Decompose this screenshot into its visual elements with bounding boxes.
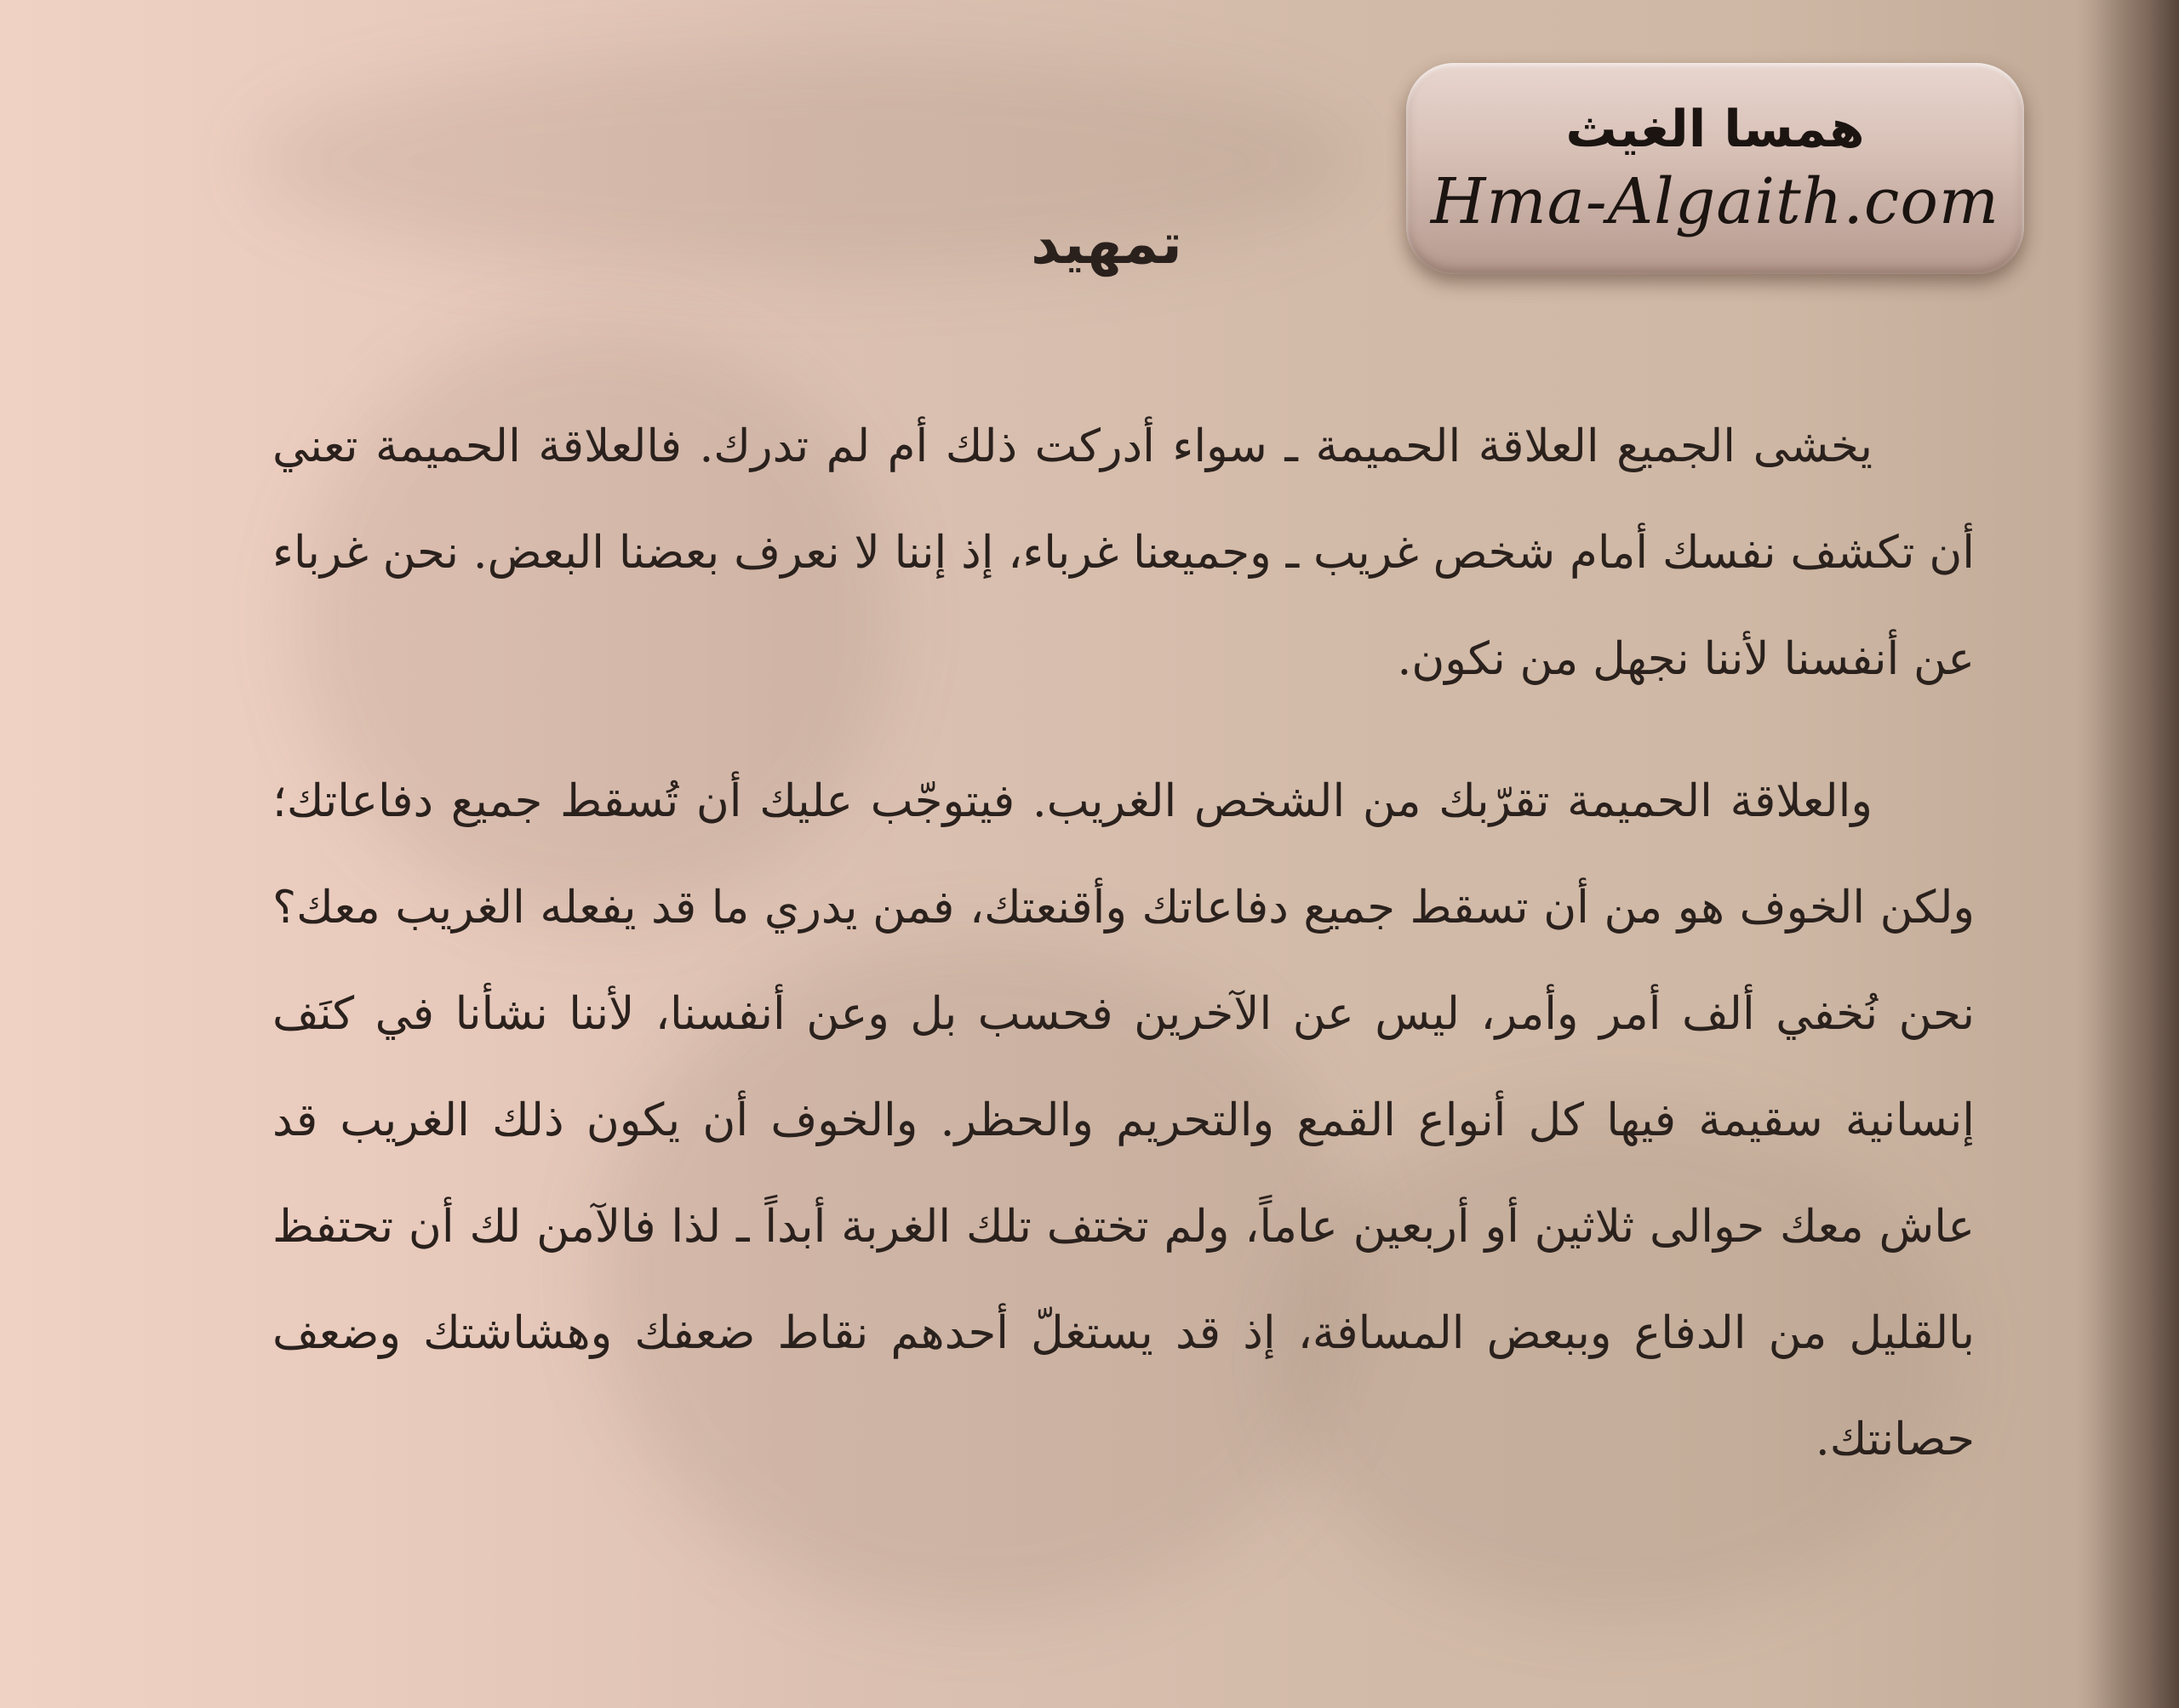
watermark-arabic-name: همسا الغيث <box>1565 100 1865 159</box>
watermark-site-url: Hma-Algaith.com <box>1430 165 2000 238</box>
site-watermark-badge <box>1406 63 2024 274</box>
body-text <box>272 393 1975 1493</box>
paragraph-1: يخشى الجميع العلاقة الحميمة ـ سواء أدركت ذلك أم لم تدرك. فالعلاقة الحميمة تعني أن تكشف نفسك أمام شخص غريب ـ وجميعنا غرباء، إذ إننا لا نعرف بعضنا البعض. نحن غرباء عن أنفسنا لأننا نجهل من نكون. <box>272 420 1975 685</box>
book-spine-shadow <box>2077 0 2179 1708</box>
paragraph-2: والعلاقة الحميمة تقرّبك من الشخص الغريب. فيتوجّب عليك أن تُسقط جميع دفاعاتك؛ ولكن الخوف هو من أن تسقط جميع دفاعاتك وأقنعتك، فمن يدري ما قد يفعله الغريب معك؟ نحن نُخفي ألف أمر وأمر، ليس عن الآخرين فحسب بل وعن أنفسنا، لأننا نشأنا في كنَف إنسانية سقيمة فيها كل أنواع القمع والتحريم والحظر. والخوف أن يكون ذلك الغريب قد عاش معك حوالى ثلاثين أو أربعين عاماً، ولم تختف تلك الغربة أبداً ـ لذا فالآمن لك أن تحتفظ بالقليل من الدفاع وببعض المسافة، إذ قد يستغلّ أحدهم نقاط ضعفك وهشاشتك وضعف حصانتك. <box>272 775 1975 1465</box>
chapter-title: تمهيد <box>1031 211 1182 277</box>
